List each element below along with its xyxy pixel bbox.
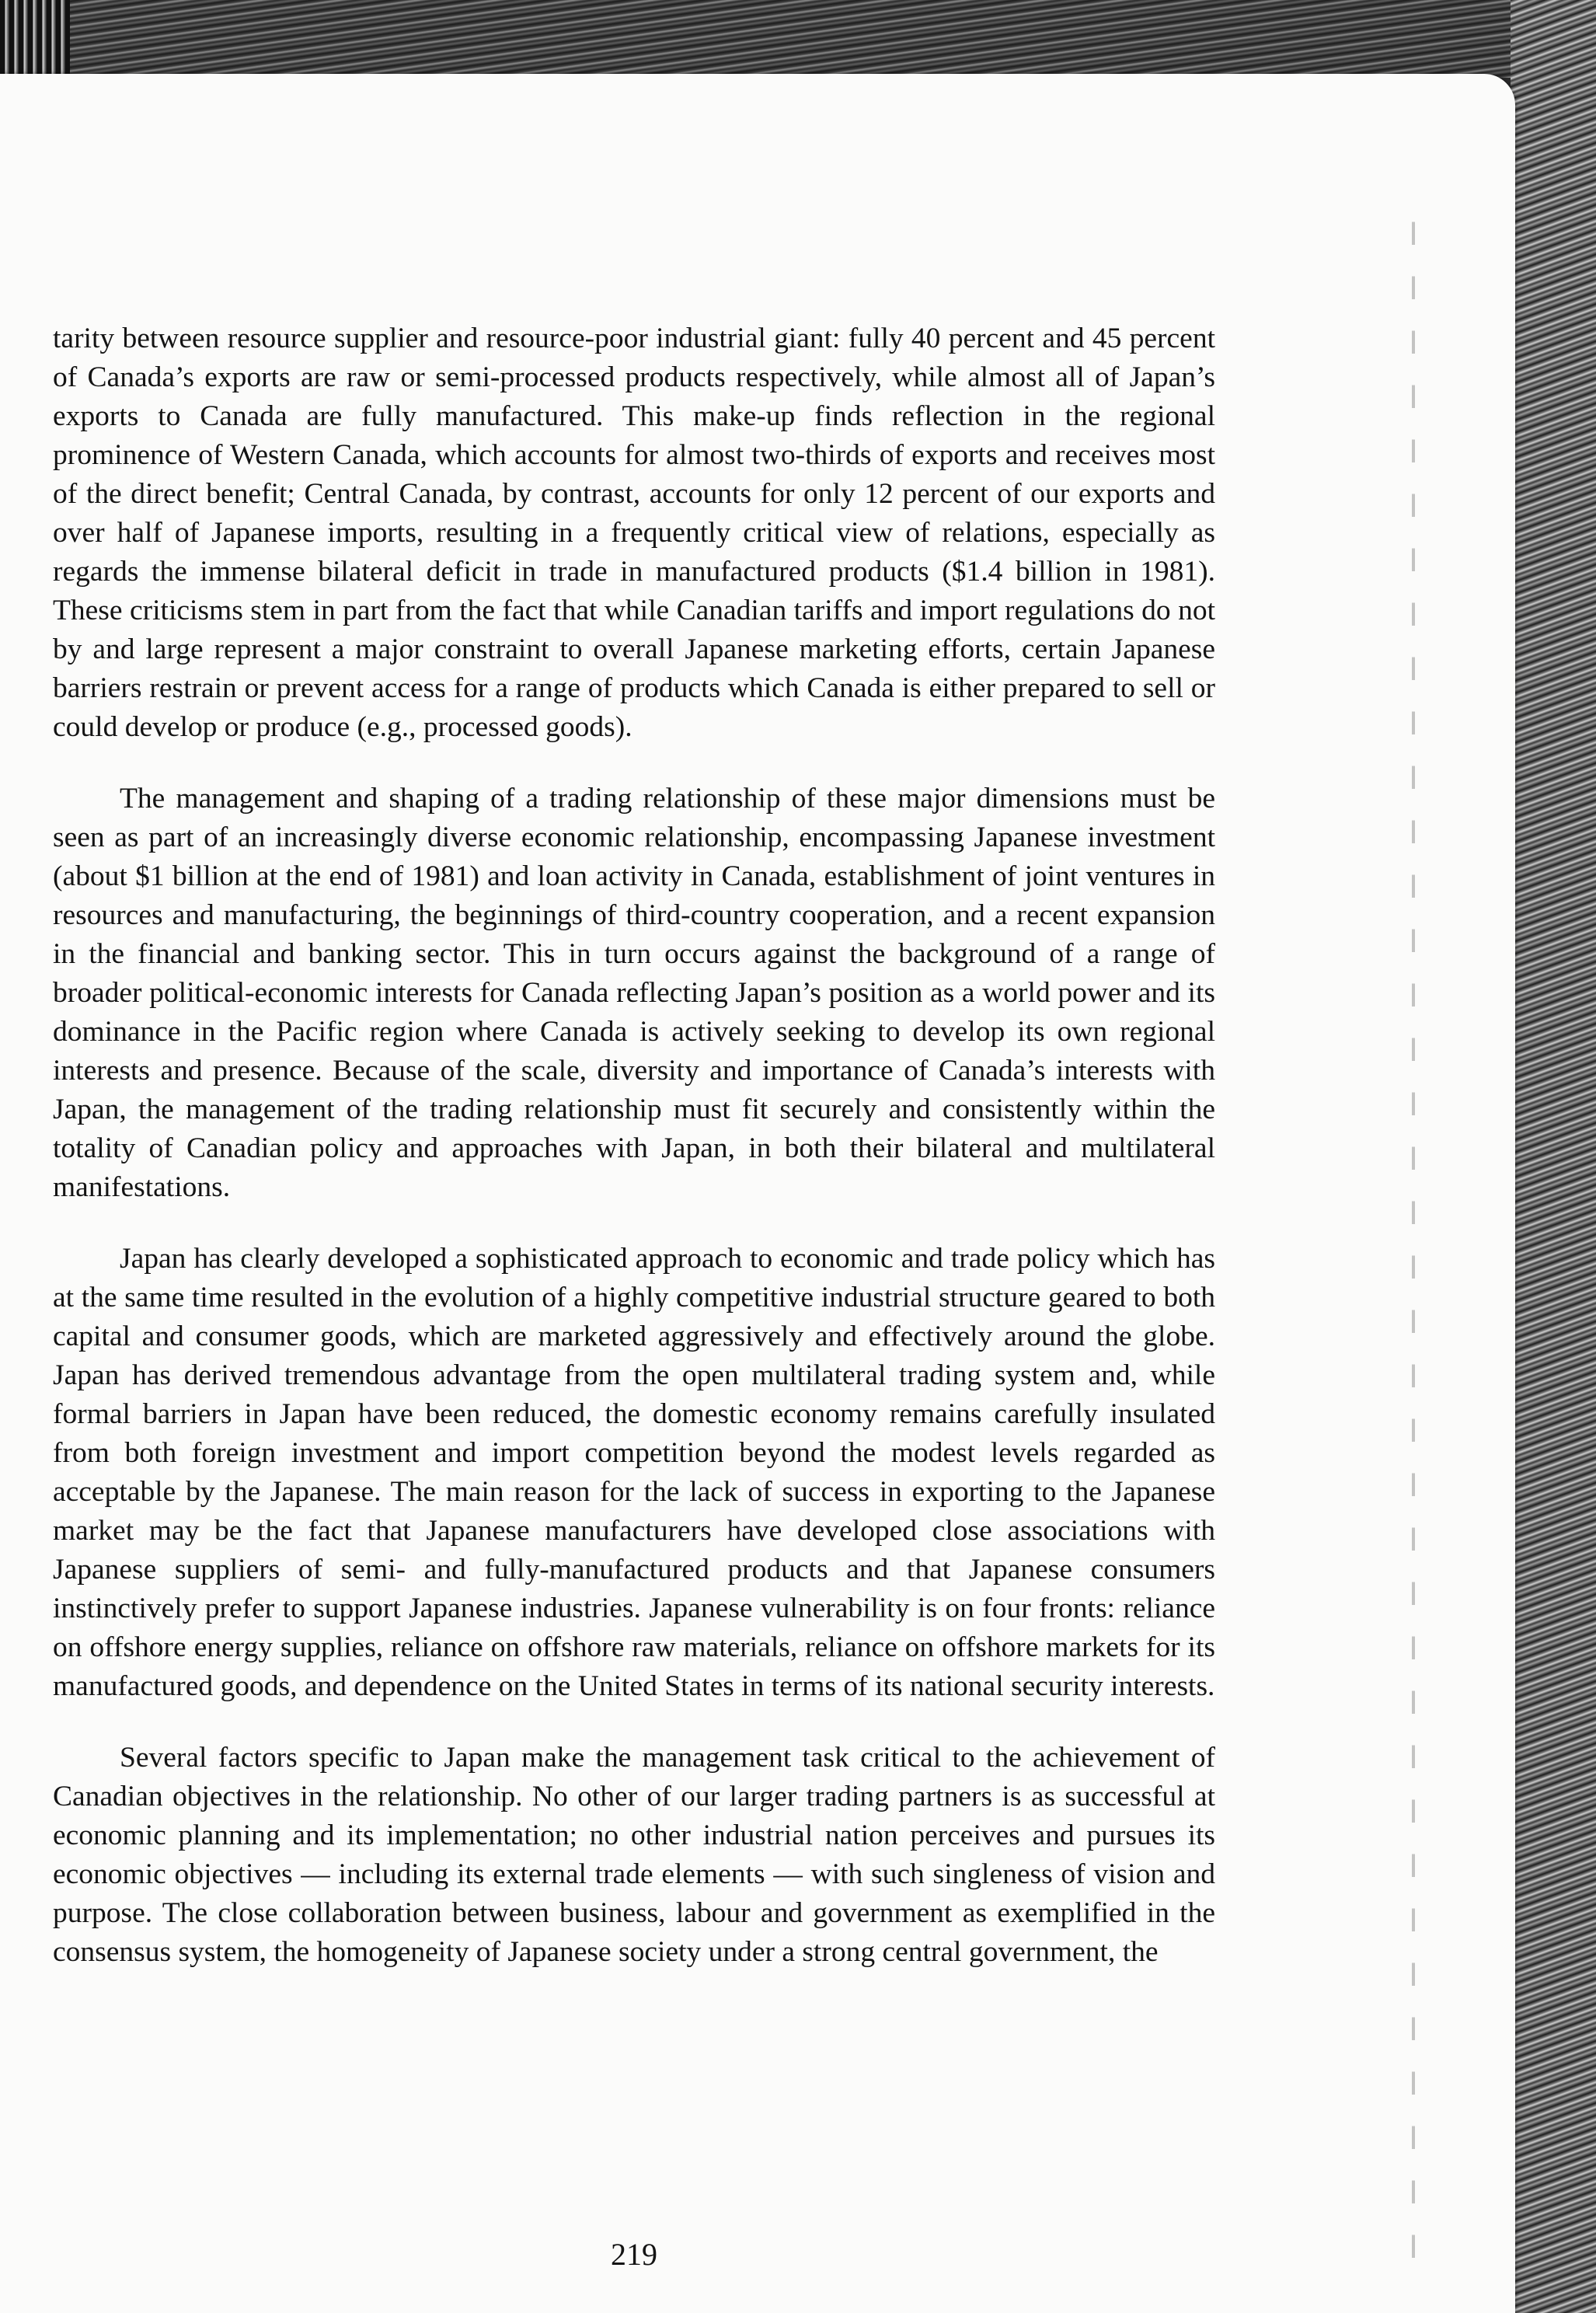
scan-border-right [1511,0,1596,2313]
body-text [53,319,1215,2004]
document-page [0,74,1515,2313]
paragraph-3: Japan has clearly developed a sophisticated approach to economic and trade policy which has at the same time resulted in the evolution of a highly competitive industrial structure geared to both capital and consumer goods, which are marketed aggressively and effectively around the globe. Japan has derived tremendous advantage from the open multilateral trading system and, while formal barriers in Japan have been reduced, the domestic economy remains carefully insulated from both foreign investment and import competition beyond the modest levels regarded as acceptable by the Japanese. The main reason for the lack of success in exporting to the Japanese market may be the fact that Japanese manufacturers have developed close associations with Japanese suppliers of semi- and fully-manufactured products and that Japanese consumers instinctively prefer to support Japanese industries. Japanese vulnerability is on four fronts: reliance on offshore energy supplies, reliance on offshore raw materials, reliance on offshore markets for its manufactured goods, and dependence on the United States in terms of its national security interests. [53,1243,1215,1702]
page-fold-line [1412,190,1415,2289]
paragraph-1: tarity between resource supplier and resource-poor industrial giant: fully 40 percent and 45 percent of Canada’s exports are raw or semi-processed products respectively, while almost all of Japan’s exports to Canada are fully manufactured. This make-up finds reflection in the regional prominence of Western Canada, which accounts for almost two-thirds of exports and receives most of the direct benefit; Central Canada, by contrast, accounts for only 12 percent of our exports and over half of Japanese imports, resulting in a frequently critical view of relations, especially as regards the immense bilateral deficit in trade in manufactured products ($1.4 billion in 1981). These criticisms stem in part from the fact that while Canadian tariffs and import regulations do not by and large represent a major constraint to overall Japanese marketing efforts, certain Japanese barriers restrain or prevent access for a range of products which Canada is either prepared to sell or could develop or produce (e.g., processed goods). [53,323,1215,743]
scan-border-corner [0,0,70,78]
paragraph-4: Several factors specific to Japan make the management task critical to the achievement of Canadian objectives in the relationship. No other of our larger trading partners is as successful at economic planning and its implementation; no other industrial nation perceives and pursues its economic objectives — including its external trade elements — with such singleness of vision and purpose. The close collaboration between business, labour and government as exemplified in the consensus system, the homogeneity of Japanese society under a strong central government, the [53,1742,1215,1968]
paragraph-2: The management and shaping of a trading relationship of these major dimensions must be seen as part of an increasingly diverse economic relationship, encompassing Japanese investment (about $1 billion at the end of 1981) and loan activity in Canada, establishment of joint ventures in resources and manufacturing, the beginnings of third-country cooperation, and a recent expansion in the financial and banking sector. This in turn occurs against the background of a range of broader political-economic interests for Canada reflecting Japan’s position as a world power and its dominance in the Pacific region where Canada is actively seeking to develop its own regional interests and presence. Because of the scale, diversity and importance of Canada’s interests with Japan, the management of the trading relationship must fit securely and consistently within the totality of Canadian policy and approaches with Japan, in both their bilateral and multilateral manifestations. [53,783,1215,1203]
scan-border-top [0,0,1596,78]
page-number: 219 [611,2237,657,2272]
